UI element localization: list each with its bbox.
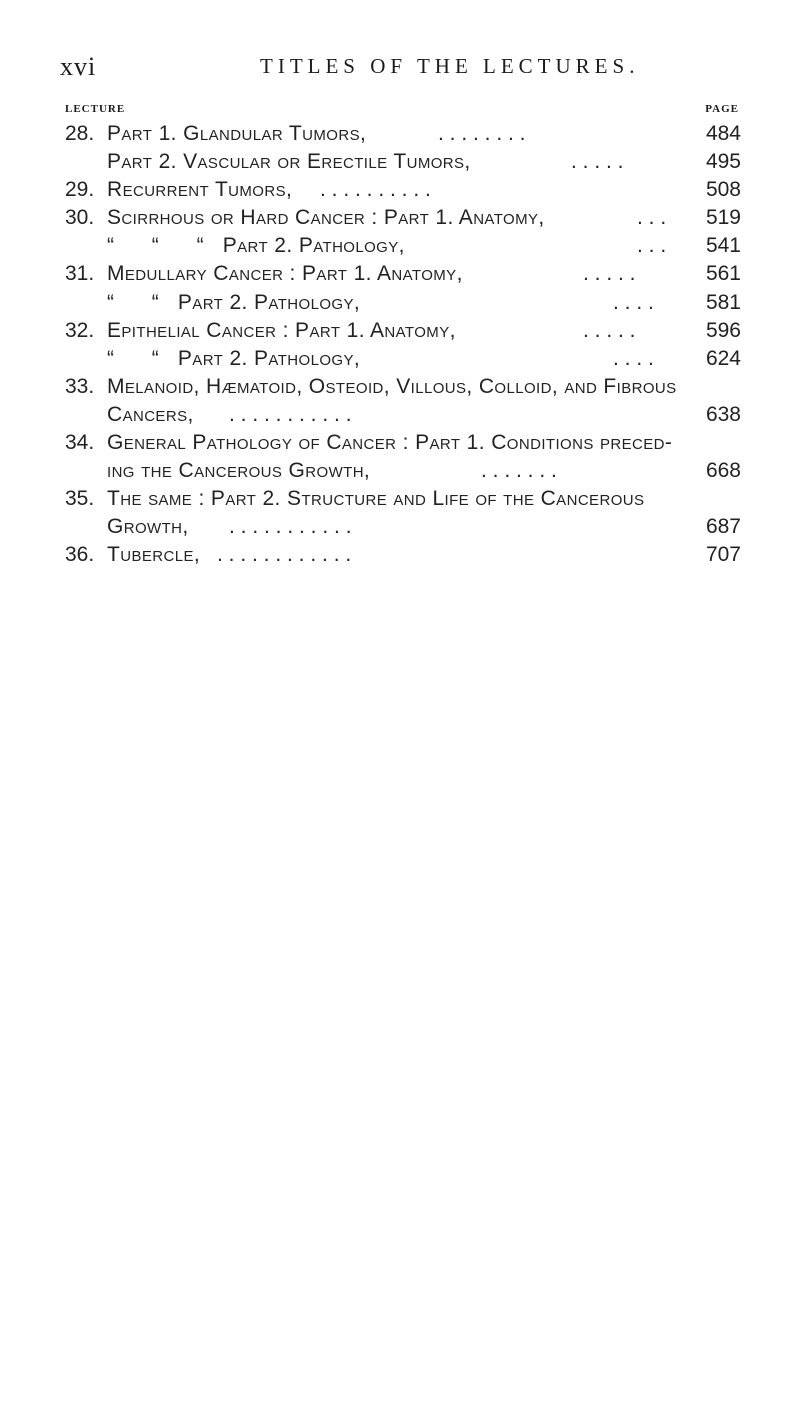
lecture-number: 28. [65,122,95,145]
toc-line [65,148,741,176]
lecture-title: Tubercle, [107,543,201,567]
dot-leaders: . . . . . . . . . . [320,178,431,202]
lecture-number: 31. [65,262,95,286]
page-reference: 687 [705,515,741,539]
toc-line [65,541,741,569]
page-reference: 519 [705,206,741,230]
page-reference: 638 [705,402,741,426]
toc-line [65,232,741,260]
dot-leaders: . . . . . [583,318,636,342]
dot-leaders: . . . . . . . . . . . [229,402,352,426]
lecture-number: 33. [65,374,95,398]
toc-line [65,345,741,373]
lecture-title: Melanoid, Hæmatoid, Osteoid, Villous, Colloid, and Fibrous [107,374,677,398]
toc-line [65,485,741,513]
lecture-number: 34. [65,431,95,455]
lecture-title: Part 2. Vascular or Erectile Tumors, [107,150,471,174]
lecture-number: 36. [65,543,95,567]
toc-line [65,289,741,317]
lecture-title: Scirrhous or Hard Cancer : Part 1. Anatomy, [107,206,545,230]
lecture-number: 30. [65,206,95,230]
dot-leaders: . . . . . . . [481,459,557,483]
lecture-title: “ “ “ Part 2. Pathology, [107,234,405,258]
running-title: TITLES OF THE LECTURES. [260,54,640,78]
lecture-title: Recurrent Tumors, [107,178,293,202]
page-number: xvi [60,52,97,81]
lecture-title: General Pathology of Cancer : Part 1. Conditions preced- [107,431,673,455]
page-reference: 561 [705,262,741,286]
page-column-heading: PAGE [705,103,739,115]
lecture-number: 32. [65,318,95,342]
toc-line [65,373,741,401]
page-reference: 668 [705,459,741,483]
toc-line [65,429,741,457]
lecture-number: 35. [65,487,95,511]
lecture-list [65,120,741,570]
page-reference: 596 [705,318,741,342]
page-reference: 541 [705,234,741,258]
column-headings [65,103,739,119]
dot-leaders: . . . . . [583,262,636,286]
dot-leaders: . . . . . . . . . . . [229,515,352,539]
toc-line [65,260,741,288]
lecture-title: Epithelial Cancer : Part 1. Anatomy, [107,318,456,342]
page-reference: 508 [705,178,741,202]
page-reference: 707 [705,543,741,567]
lecture-column-heading: LECTURE [65,103,126,115]
page-reference: 581 [705,290,741,314]
toc-line [65,401,741,429]
lecture-title: Medullary Cancer : Part 1. Anatomy, [107,262,463,286]
dot-leaders: . . . [637,206,667,230]
page-reference: 484 [705,122,741,145]
toc-line [65,457,741,485]
lecture-title: The same : Part 2. Structure and Life of the Cancerous [107,487,645,511]
toc-line [65,176,741,204]
dot-leaders: . . . . . . . . [438,122,526,145]
lecture-title: “ “ Part 2. Pathology, [107,346,361,370]
dot-leaders: . . . . . . . . . . . . [217,543,352,567]
lecture-title: Cancers, [107,402,194,426]
toc-line [65,120,741,148]
lecture-title: Part 1. Glandular Tumors, [107,122,367,145]
lecture-title: Growth, [107,515,189,539]
dot-leaders: . . . . . [571,150,624,174]
toc-line [65,204,741,232]
toc-line [65,513,741,541]
dot-leaders: . . . [637,234,667,258]
lecture-number: 29. [65,178,95,202]
page-reference: 624 [705,346,741,370]
toc-line [65,317,741,345]
lecture-title: “ “ Part 2. Pathology, [107,290,361,314]
dot-leaders: . . . . [613,290,654,314]
dot-leaders: . . . . [613,346,654,370]
page-reference: 495 [705,150,741,174]
lecture-title: ing the Cancerous Growth, [107,459,371,483]
running-header [60,52,740,92]
